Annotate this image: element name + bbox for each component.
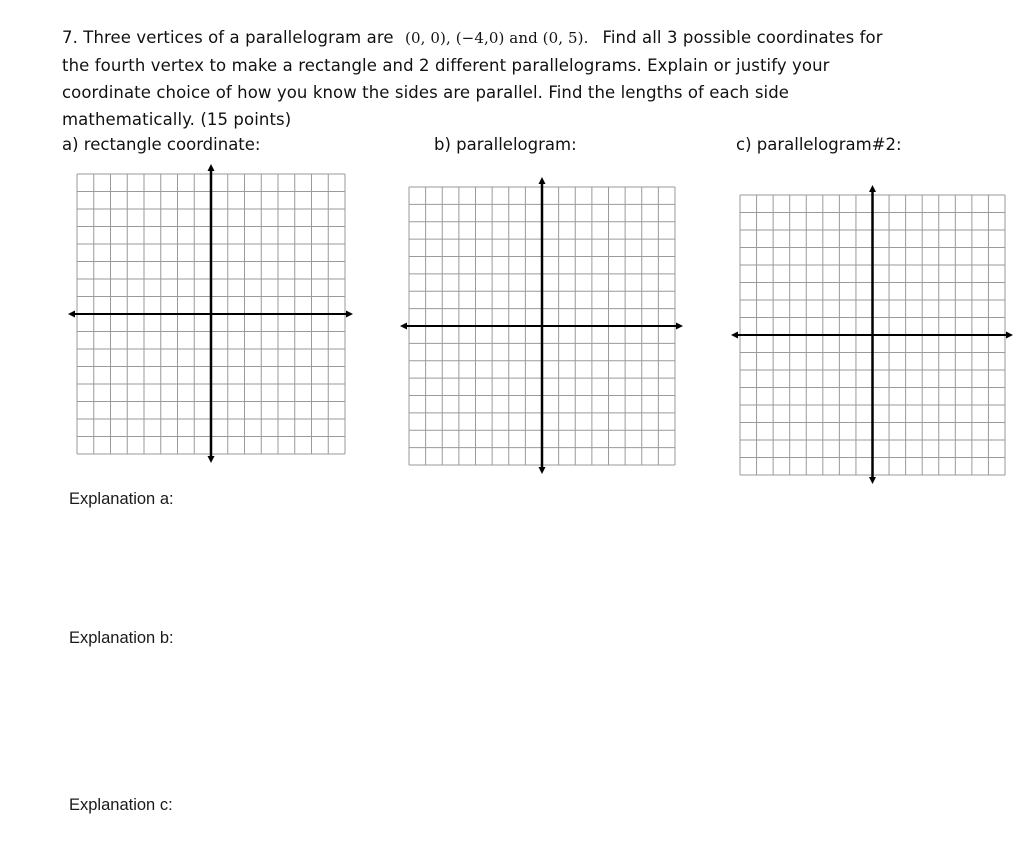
y-axis-up-arrow-icon xyxy=(869,185,876,192)
x-axis-left-arrow-icon xyxy=(68,311,75,318)
x-axis-right-arrow-icon xyxy=(346,311,353,318)
explanation-a-label: Explanation a: xyxy=(69,490,174,508)
part-c-label: c) parallelogram#2: xyxy=(736,135,902,154)
explanation-b-label: Explanation b: xyxy=(69,629,174,647)
x-axis-right-arrow-icon xyxy=(676,323,683,330)
question-rest-line-1: Find all 3 possible coordinates for xyxy=(602,28,883,47)
coordinate-grid-c[interactable] xyxy=(731,183,1017,483)
y-axis-down-arrow-icon xyxy=(869,477,876,484)
y-axis-up-arrow-icon xyxy=(208,164,215,171)
question-line-3: coordinate choice of how you know the sides are parallel. Find the lengths of each side xyxy=(62,83,790,102)
x-axis-left-arrow-icon xyxy=(400,323,407,330)
coordinate-grid-a[interactable] xyxy=(68,163,354,463)
explanation-c-label: Explanation c: xyxy=(69,796,173,814)
question-line-1 xyxy=(62,24,962,52)
question-intro: 7. Three vertices of a parallelogram are xyxy=(62,28,394,47)
vertices-expression: (0, 0), (−4,0) and (0, 5). xyxy=(405,29,589,47)
x-axis-right-arrow-icon xyxy=(1006,332,1013,339)
part-a-label: a) rectangle coordinate: xyxy=(62,135,261,154)
x-axis-left-arrow-icon xyxy=(731,332,738,339)
question-text xyxy=(62,24,962,133)
question-line-4: mathematically. (15 points) xyxy=(62,110,292,129)
question-line-2: the fourth vertex to make a rectangle and 2 different parallelograms. Explain or justify your xyxy=(62,56,830,75)
part-b-label: b) parallelogram: xyxy=(434,135,577,154)
y-axis-up-arrow-icon xyxy=(539,177,546,184)
coordinate-grid-b[interactable] xyxy=(400,175,686,475)
y-axis-down-arrow-icon xyxy=(208,456,215,463)
y-axis-down-arrow-icon xyxy=(539,467,546,474)
